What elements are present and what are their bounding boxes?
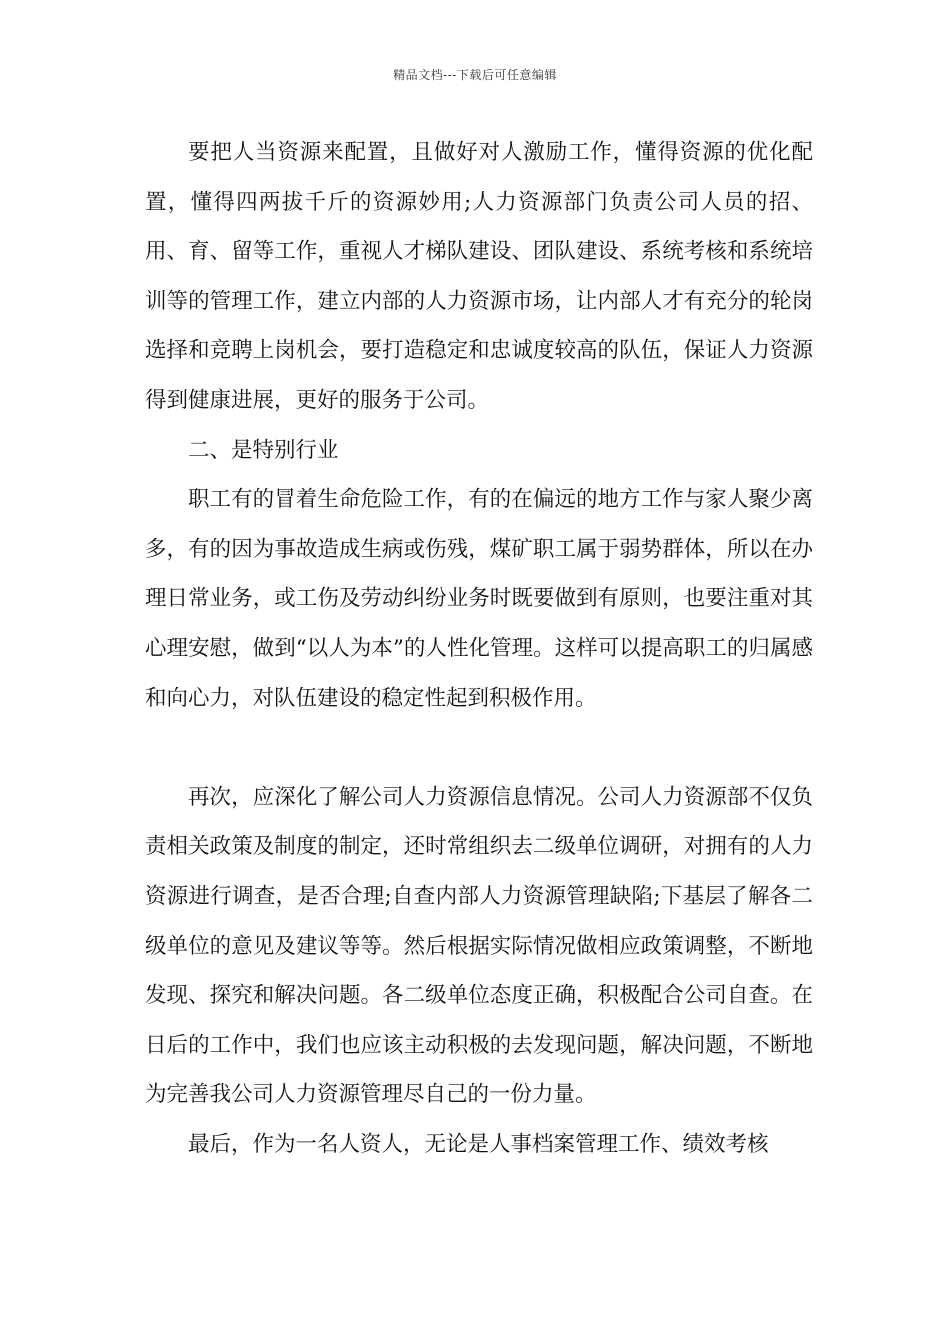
page-header: 精品文档---下载后可任意编辑 — [393, 68, 557, 82]
paragraph-finally: 最后，作为一名人资人，无论是人事档案管理工作、绩效考核 — [188, 1131, 769, 1157]
section-heading-special-industry: 二、是特别行业 — [188, 437, 339, 463]
paragraph-worker-care: 职工有的冒着生命危险工作，有的在偏远的地方工作与家人聚少离多，有的因为事故造成生病或伤残，煤矿职工属于弱势群体，所以在办理日常业务，或工伤及劳动纠纷业务时既要做到有原则，也要注重对其心理安慰，做到“以人为本”的人性化管理。这样可以提高职工的归属感和向心力，对队伍建设的稳定性起到积极作用。 — [145, 487, 813, 711]
paragraph-resource-allocation: 要把人当资源来配置，且做好对人激励工作，懂得资源的优化配置，懂得四两拔千斤的资源妙用;人力资源部门负责公司人员的招、用、育、留等工作，重视人才梯队建设、团队建设、系统考核和系统培训等的管理工作，建立内部的人力资源市场，让内部人才有充分的轮岗选择和竞聘上岗机会，要打造稳定和忠诚度较高的队伍，保证人力资源得到健康进展，更好的服务于公司。 — [145, 140, 813, 413]
paragraph-hr-information: 再次，应深化了解公司人力资源信息情况。公司人力资源部不仅负责相关政策及制度的制定，还时常组织去二级单位调研，对拥有的人力资源进行调查，是否合理;自查内部人力资源管理缺陷;下基层了解各二级单位的意见及建议等等。然后根据实际情况做相应政策调整，不断地发现、探究和解决问题。各二级单位态度正确，积极配合公司自查。在日后的工作中，我们也应该主动积极的去发现问题，解决问题，不断地为完善我公司人力资源管理尽自己的一份力量。 — [145, 784, 813, 1108]
document-body — [145, 128, 813, 1169]
blank-line — [145, 723, 813, 773]
